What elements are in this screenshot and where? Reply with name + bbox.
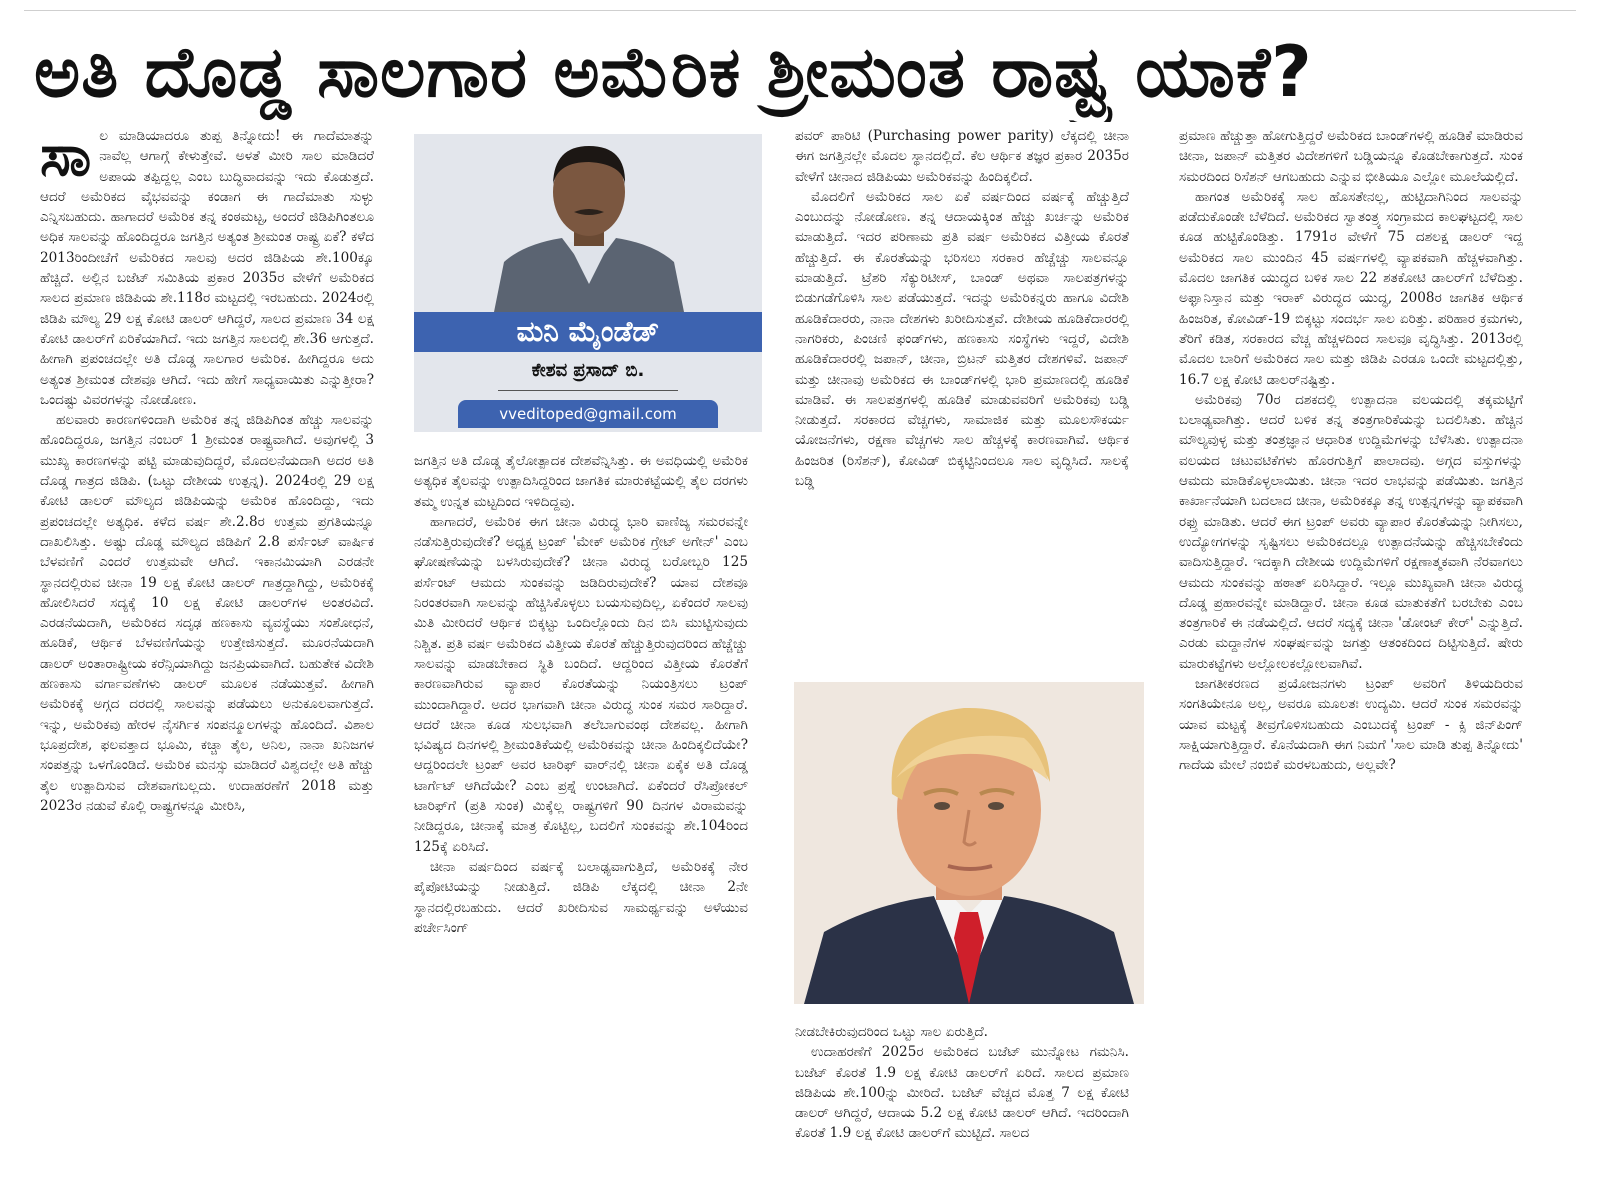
drop-cap: ಸಾ (40, 126, 92, 189)
paragraph: ಮೊದಲಿಗೆ ಅಮೆರಿಕದ ಸಾಲ ಏಕೆ ವರ್ಷದಿಂದ ವರ್ಷಕ್ಕೆ ಹೆಚ್ಚುತ್ತಿದೆ ಎಂಬುದನ್ನು ನೋಡೋಣ. ತನ್ನ ಆದಾಯಕ್ಕಿಂತ ಹೆಚ್ಚು ಖರ್ಚನ್ನು ಅಮೆರಿಕ ಮಾಡುತ್ತಿದೆ. ಇದರ ಪರಿಣಾಮ ಪ್ರತಿ ವರ್ಷ ಅಮೆರಿಕದ ವಿತ್ತೀಯ ಕೊರತೆ ಹೆಚ್ಚುತ್ತಿದೆ. ಈ ಕೊರತೆಯನ್ನು ಭರಿಸಲು ಸರಕಾರ ಹೆಚ್ಚೆಚ್ಚು ಸಾಲವನ್ನೂ ಮಾಡುತ್ತಿದೆ. ಟ್ರೆಶರಿ ಸೆಕ್ಯುರಿಟೀಸ್, ಬಾಂಡ್ ಅಥವಾ ಸಾಲಪತ್ರಗಳನ್ನು ಬಿಡುಗಡೆಗೊಳಿಸಿ ಸಾಲ ಪಡೆಯುತ್ತದೆ. ಇದನ್ನು ಅಮೆರಿಕನ್ನರು ಹಾಗೂ ವಿದೇಶಿ ಹೂಡಿಕೆದಾರರು, ನಾನಾ ದೇಶಗಳು ಖರೀದಿಸುತ್ತವೆ. ದೇಶೀಯ ಹೂಡಿಕೆದಾರರಲ್ಲಿ ನಾಗರಿಕರು, ಪಿಂಚಣಿ ಫಂಡ್‌ಗಳು, ಹಣಕಾಸು ಸಂಸ್ಥೆಗಳು ಇದ್ದರೆ, ವಿದೇಶಿ ಹೂಡಿಕೆದಾರರಲ್ಲಿ ಜಪಾನ್, ಚೀನಾ, ಬ್ರಿಟನ್ ಮತ್ತಿತರ ದೇಶಗಳಿವೆ. ಜಪಾನ್ ಮತ್ತು ಚೀನಾವು ಅಮೆರಿಕದ ಈ ಬಾಂಡ್‌ಗಳಲ್ಲಿ ಭಾರಿ ಪ್ರಮಾಣದಲ್ಲಿ ಹೂಡಿಕೆ ಮಾಡಿವೆ. ಈ ಸಾಲಪತ್ರಗಳಲ್ಲಿ ಹೂಡಿಕೆ ಮಾಡುವವರಿಗೆ ಅಮೆರಿಕವು ಬಡ್ಡಿ ನೀಡುತ್ತದೆ. ಸರಕಾರದ ವೆಚ್ಚಗಳು, ಸಾಮಾಜಿಕ ಮತ್ತು ಮೂಲಸೌಕರ್ಯ ಯೋಜನೆಗಳು, ರಕ್ಷಣಾ ವೆಚ್ಚಗಳು ಸಾಲ ಹೆಚ್ಚಳಕ್ಕೆ ಕಾರಣವಾಗಿವೆ. ಆರ್ಥಿಕ ಹಿಂಜರಿತ (ರಿಸೆಶನ್), ಕೋವಿಡ್ ಬಿಕ್ಕಟ್ಟಿನಿಂದಲೂ ಸಾಲ ವೃದ್ಧಿಸಿದೆ. ಸಾಲಕ್ಕೆ ಬಡ್ಡಿ (795, 188, 1129, 490)
author-email[interactable]: vveditoped@gmail.com (458, 400, 718, 428)
paragraph: ಜಗತ್ತಿನ ಅತಿ ದೊಡ್ಡ ತೈಲೋತ್ಪಾದಕ ದೇಶವೆನ್ನಿಸಿತ್ತು. ಈ ಅವಧಿಯಲ್ಲಿ ಅಮೆರಿಕ ಅತ್ಯಧಿಕ ತೈಲವನ್ನು ಉತ್ಪಾದಿಸಿದ್ದರಿಂದ ಜಾಗತಿಕ ಮಾರುಕಟ್ಟೆಯಲ್ಲಿ ತೈಲ ದರಗಳು ತಮ್ಮ ಉನ್ನತ ಮಟ್ಟದಿಂದ ಇಳಿದಿದ್ದವು. (414, 453, 748, 510)
author-photo (484, 134, 694, 312)
divider (498, 390, 678, 391)
headline: ಅತಿ ದೊಡ್ಡ ಸಾಲಗಾರ ಅಮೆರಿಕ ಶ್ರೀಮಂತ ರಾಷ್ಟ್ರ ಯಾಕೆ? (34, 31, 1313, 113)
article-column-3-continued (795, 1022, 1129, 1176)
paragraph: ಹಾಗಂತ ಅಮೆರಿಕಕ್ಕೆ ಸಾಲ ಹೊಸತೇನಲ್ಲ, ಹುಟ್ಟಿದಾಗಿನಿಂದ ಸಾಲವನ್ನು ಪಡೆದುಕೊಂಡೇ ಬೆಳೆದಿದೆ. ಅಮೆರಿಕದ ಸ್ವಾತಂತ್ರ್ಯ ಸಂಗ್ರಾಮದ ಕಾಲಘಟ್ಟದಲ್ಲಿ ಸಾಲ ಕೂಡ ಹುಟ್ಟಿಕೊಂಡಿತ್ತು. 1791ರ ವೇಳೆಗೆ 75 ದಶಲಕ್ಷ ಡಾಲರ್ ಇದ್ದ ಅಮೆರಿಕದ ಸಾಲ ಮುಂದಿನ 45 ವರ್ಷಗಳಲ್ಲಿ ವ್ಯಾಪಕವಾಗಿ ಹೆಚ್ಚಳವಾಗಿತ್ತು. ಮೊದಲ ಜಾಗತಿಕ ಯುದ್ಧದ ಬಳಿಕ ಸಾಲ 22 ಶತಕೋಟಿ ಡಾಲರ್‌ಗೆ ಬೆಳೆದಿತ್ತು. ಅಫ್ಘಾನಿಸ್ತಾನ ಮತ್ತು ಇರಾಕ್ ವಿರುದ್ಧದ ಯುದ್ಧ, 2008ರ ಜಾಗತಿಕ ಆರ್ಥಿಕ ಹಿಂಜರಿತ, ಕೋವಿಡ್-19 ಬಿಕ್ಕಟ್ಟು ಸಂದರ್ಭ ಸಾಲ ಏರಿತ್ತು. ಪರಿಹಾರ ಕ್ರಮಗಳು, ತೆರಿಗೆ ಕಡಿತ, ಸರಕಾರದ ವೆಚ್ಚ ಹೆಚ್ಚಳದಿಂದ ಸಾಲವೂ ವೃದ್ಧಿಸಿತ್ತು. 2013ರಲ್ಲಿ ಮೊದಲ ಬಾರಿಗೆ ಅಮೆರಿಕದ ಸಾಲ ಮತ್ತು ಜಿಡಿಪಿ ಎರಡೂ ಒಂದೇ ಮಟ್ಟದಲ್ಲಿತ್ತು, 16.7 ಲಕ್ಷ ಕೋಟಿ ಡಾಲರ್‌ನಷ್ಟಿತ್ತು. (1179, 188, 1523, 388)
paragraph: ಅಮೆರಿಕವು 70ರ ದಶಕದಲ್ಲಿ ಉತ್ಪಾದನಾ ವಲಯದಲ್ಲಿ ತಕ್ಕಮಟ್ಟಿಗೆ ಬಲಾಢ್ಯವಾಗಿತ್ತು. ಆದರೆ ಬಳಿಕ ತನ್ನ ತಂತ್ರಗಾರಿಕೆಯನ್ನು ಬದಲಿಸಿತು. ಹೆಚ್ಚಿನ ಮೌಲ್ಯವುಳ್ಳ ಮತ್ತು ತಂತ್ರಜ್ಞಾನ ಆಧಾರಿತ ಉದ್ದಿಮೆಗಳನ್ನು ಬೆಳೆಸಿತು. ಉತ್ಪಾದನಾ ವಲಯದ ಚಟುವಟಿಕೆಗಳು ಹೊರಗುತ್ತಿಗೆ ಪಾಲಾದವು. ಅಗ್ಗದ ವಸ್ತುಗಳನ್ನು ಆಮದು ಮಾಡಿಕೊಳ್ಳಲಾಯಿತು. ಚೀನಾ ಇದರ ಲಾಭವನ್ನು ಪಡೆಯಿತು. ಜಗತ್ತಿನ ಕಾರ್ಖಾನೆಯಾಗಿ ಬದಲಾದ ಚೀನಾ, ಅಮೆರಿಕಕ್ಕೂ ತನ್ನ ಉತ್ಪನ್ನಗಳನ್ನು ವ್ಯಾಪಕವಾಗಿ ರಫ್ತು ಮಾಡಿತು. ಆದರೆ ಈಗ ಟ್ರಂಪ್ ಅವರು ವ್ಯಾಪಾರ ಕೊರತೆಯನ್ನು ನೀಗಿಸಲು, ಉದ್ಯೋಗಗಳನ್ನು ಸೃಷ್ಟಿಸಲು ಅಮೆರಿಕದಲ್ಲೂ ಉತ್ಪಾದನೆಯನ್ನು ಹೆಚ್ಚಿಸಬೇಕೆಂದು ವಾದಿಸುತ್ತಿದ್ದಾರೆ. ಇದಕ್ಕಾಗಿ ದೇಶೀಯ ಉದ್ದಿಮೆಗಳಿಗೆ ರಕ್ಷಣಾತ್ಮಕವಾಗಿ ನೆರವಾಗಲು ಆಮದು ಸುಂಕವನ್ನು ಹಠಾತ್ ಏರಿಸಿದ್ದಾರೆ. ಇಲ್ಲೂ ಮುಖ್ಯವಾಗಿ ಚೀನಾ ವಿರುದ್ಧ ದೊಡ್ಡ ಪ್ರಹಾರವನ್ನೇ ಮಾಡಿದ್ದಾರೆ. ಚೀನಾ ಕೂಡ ಮಾತುಕತೆಗೆ ಬರಬೇಕು ಎಂಬ ತಂತ್ರಗಾರಿಕೆ ಈ ನಡೆಯಲ್ಲಿದೆ. ಆದರೆ ಸದ್ಯಕ್ಕೆ ಚೀನಾ 'ಡೋಂಟ್ ಕೇರ್' ಎನ್ನುತ್ತಿದೆ. ಎರಡು ಮದ್ದಾನೆಗಳ ಸಂಘರ್ಷವನ್ನು ಜಗತ್ತು ಆತಂಕದಿಂದ ದಿಟ್ಟಿಸುತ್ತಿದೆ. ಷೇರು ಮಾರುಕಟ್ಟೆಗಳು ಅಲ್ಲೋಲಕಲ್ಲೋಲವಾಗಿವೆ. (1179, 391, 1523, 672)
article-column-2 (414, 451, 748, 1176)
top-rule (24, 10, 1576, 11)
paragraph: ಚೀನಾ ವರ್ಷದಿಂದ ವರ್ಷಕ್ಕೆ ಬಲಾಢ್ಯವಾಗುತ್ತಿದೆ, ಅಮೆರಿಕಕ್ಕೆ ನೇರ ಪೈಪೋಟಿಯನ್ನು ನೀಡುತ್ತಿದೆ. ಜಿಡಿಪಿ ಲೆಕ್ಕದಲ್ಲಿ ಚೀನಾ 2ನೇ ಸ್ಥಾನದಲ್ಲಿರಬಹುದು. ಆದರೆ ಖರೀದಿಸುವ ಸಾಮರ್ಥ್ಯವನ್ನು ಅಳೆಯುವ ಪರ್ಚೇಸಿಂಗ್ (414, 858, 748, 936)
article-column-3 (795, 126, 1129, 671)
paragraph: ಜಾಗತೀಕರಣದ ಪ್ರಯೋಜನಗಳು ಟ್ರಂಪ್ ಅವರಿಗೆ ತಿಳಿಯದಿರುವ ಸಂಗತಿಯೇನೂ ಅಲ್ಲ, ಅವರೂ ಮೂಲತಃ ಉದ್ಯಮಿ. ಆದರೆ ಸುಂಕ ಸಮರವನ್ನು ಯಾವ ಮಟ್ಟಕ್ಕೆ ತೀವ್ರಗೊಳಿಸಬಹುದು ಎಂಬುದಕ್ಕೆ ಟ್ರಂಪ್ - ಕ್ಸಿ ಜಿನ್‌ಪಿಂಗ್ ಸಾಕ್ಷಿಯಾಗುತ್ತಿದ್ದಾರೆ. ಕೊನೆಯದಾಗಿ ಈಗ ನಿಮಗೆ 'ಸಾಲ ಮಾಡಿ ತುಪ್ಪ ತಿನ್ನೋದು' ಗಾದೆಯ ಮೇಲೆ ನಂಬಿಕೆ ಮರಳಬಹುದು, ಅಲ್ಲವೇ? (1179, 676, 1523, 774)
author-box (414, 134, 762, 432)
paragraph: ಉದಾಹರಣೆಗೆ 2025ರ ಅಮೆರಿಕದ ಬಜೆಟ್ ಮುನ್ನೋಟ ಗಮನಿಸಿ. ಬಜೆಟ್ ಕೊರತೆ 1.9 ಲಕ್ಷ ಕೋಟಿ ಡಾಲರ್‌ಗೆ ಏರಿದೆ. ಸಾಲದ ಪ್ರಮಾಣ ಜಿಡಿಪಿಯ ಶೇ.100ನ್ನು ಮೀರಿದೆ. ಬಜೆಟ್ ವೆಚ್ಚದ ಮೊತ್ತ 7 ಲಕ್ಷ ಕೋಟಿ ಡಾಲರ್ ಆಗಿದ್ದರೆ, ಆದಾಯ 5.2 ಲಕ್ಷ ಕೋಟಿ ಡಾಲರ್ ಆಗಿದೆ. ಇದರಿಂದಾಗಿ ಕೊರತೆ 1.9 ಲಕ್ಷ ಕೋಟಿ ಡಾಲರ್‌ಗೆ ಮುಟ್ಟಿದೆ. ಸಾಲದ (795, 1044, 1129, 1142)
article-column-1 (40, 126, 374, 1176)
trump-photo (794, 682, 1144, 1004)
paragraph: ಹಾಗಾದರೆ, ಅಮೆರಿಕ ಈಗ ಚೀನಾ ವಿರುದ್ಧ ಭಾರಿ ವಾಣಿಜ್ಯ ಸಮರವನ್ನೇ ನಡೆಸುತ್ತಿರುವುದೇಕೆ? ಅಧ್ಯಕ್ಷ ಟ್ರಂಪ್ 'ಮೇಕ್ ಅಮೆರಿಕ ಗ್ರೇಟ್ ಅಗೇನ್' ಎಂಬ ಘೋಷಣೆಯನ್ನು ಬಳಸಿರುವುದೇಕೆ? ಚೀನಾ ವಿರುದ್ಧ ಬರೋಬ್ಬರಿ 125 ಪರ್ಸೆಂಟ್ ಆಮದು ಸುಂಕವನ್ನು ಜಡಿದಿರುವುದೇಕೆ? ಯಾವ ದೇಶವೂ ನಿರಂತರವಾಗಿ ಸಾಲವನ್ನು ಹೆಚ್ಚಿಸಿಕೊಳ್ಳಲು ಬಯಸುವುದಿಲ್ಲ, ಏಕೆಂದರೆ ಸಾಲವು ಮಿತಿ ಮೀರಿದರೆ ಆರ್ಥಿಕ ಬಿಕ್ಕಟ್ಟು ಒಂದಿಲ್ಲೊಂದು ದಿನ ಬಿಸಿ ಮುಟ್ಟಿಸುವುದು ನಿಶ್ಚಿತ. ಪ್ರತಿ ವರ್ಷ ಅಮೆರಿಕದ ವಿತ್ತೀಯ ಕೊರತೆ ಹೆಚ್ಚುತ್ತಿರುವುದರಿಂದ ಹೆಚ್ಚೆಚ್ಚು ಸಾಲವನ್ನು ಮಾಡಬೇಕಾದ ಸ್ಥಿತಿ ಬಂದಿದೆ. ಆದ್ದರಿಂದ ವಿತ್ತೀಯ ಕೊರತೆಗೆ ಕಾರಣವಾಗಿರುವ ವ್ಯಾಪಾರ ಕೊರತೆಯನ್ನು ನಿಯಂತ್ರಿಸಲು ಟ್ರಂಪ್ ಮುಂದಾಗಿದ್ದಾರೆ. ಅದರ ಭಾಗವಾಗಿ ಚೀನಾ ವಿರುದ್ಧ ಸುಂಕ ಸಮರ ಸಾರಿದ್ದಾರೆ. ಆದರೆ ಚೀನಾ ಕೂಡ ಸುಲಭವಾಗಿ ತಲೆಬಾಗುವಂಥ ದೇಶವಲ್ಲ. ಹೀಗಾಗಿ ಭವಿಷ್ಯದ ದಿನಗಳಲ್ಲಿ ಶ್ರೀಮಂತಿಕೆಯಲ್ಲಿ ಅಮೆರಿಕವನ್ನು ಚೀನಾ ಹಿಂದಿಕ್ಕಲಿದೆಯೇ? ಆದ್ದರಿಂದಲೇ ಟ್ರಂಪ್ ಅವರ ಟಾರಿಫ್ ವಾರ್‌ನಲ್ಲಿ ಚೀನಾ ಏಕೈಕ ಅತಿ ದೊಡ್ಡ ಟಾರ್ಗೆಟ್ ಆಗಿದೆಯೇ? ಎಂಬ ಪ್ರಶ್ನೆ ಉಂಟಾಗಿದೆ. ಏಕೆಂದರೆ ರೆಸಿಪ್ರೋಕಲ್ ಟಾರಿಫ್‌ಗೆ (ಪ್ರತಿ ಸುಂಕ) ಮಿಕ್ಕೆಲ್ಲ ರಾಷ್ಟ್ರಗಳಿಗೆ 90 ದಿನಗಳ ವಿರಾಮವನ್ನು ನೀಡಿದ್ದರೂ, ಚೀನಾಕ್ಕೆ ಮಾತ್ರ ಕೊಟ್ಟಿಲ್ಲ, ಬದಲಿಗೆ ಸುಂಕವನ್ನು ಶೇ.104ರಿಂದ 125ಕ್ಕೆ ಏರಿಸಿದೆ. (414, 513, 748, 855)
portrait-illustration (794, 682, 1144, 1004)
paragraph: ಪ್ರಮಾಣ ಹೆಚ್ಚುತ್ತಾ ಹೋಗುತ್ತಿದ್ದರೆ ಅಮೆರಿಕದ ಬಾಂಡ್‌ಗಳಲ್ಲಿ ಹೂಡಿಕೆ ಮಾಡಿರುವ ಚೀನಾ, ಜಪಾನ್ ಮತ್ತಿತರ ವಿದೇಶಗಳಿಗೆ ಬಡ್ಡಿಯನ್ನೂ ಕೊಡಬೇಕಾಗುತ್ತದೆ. ಸುಂಕ ಸಮರದಿಂದ ರಿಸೆಶನ್ ಆಗಬಹುದು ಎನ್ನುವ ಭೀತಿಯೂ ಎಲ್ಲೋ ಮೂಲೆಯಲ್ಲಿದೆ. (1179, 128, 1523, 185)
paragraph: ಹಲವಾರು ಕಾರಣಗಳಿಂದಾಗಿ ಅಮೆರಿಕ ತನ್ನ ಜಿಡಿಪಿಗಿಂತ ಹೆಚ್ಚು ಸಾಲವನ್ನು ಹೊಂದಿದ್ದರೂ, ಜಗತ್ತಿನ ನಂಬರ್ 1 ಶ್ರೀಮಂತ ರಾಷ್ಟ್ರವಾಗಿದೆ. ಅವುಗಳಲ್ಲಿ 3 ಮುಖ್ಯ ಕಾರಣಗಳನ್ನು ಪಟ್ಟಿ ಮಾಡುವುದಿದ್ದರೆ, ಮೊದಲನೆಯದಾಗಿ ಅದರ ಅತಿ ದೊಡ್ಡ ಗಾತ್ರದ ಜಿಡಿಪಿ. (ಒಟ್ಟು ದೇಶೀಯ ಉತ್ಪನ್ನ). 2024ರಲ್ಲಿ 29 ಲಕ್ಷ ಕೋಟಿ ಡಾಲರ್ ಮೌಲ್ಯದ ಜಿಡಿಪಿಯನ್ನು ಅಮೆರಿಕ ಹೊಂದಿದ್ದು, ಇದು ಪ್ರಪಂಚದಲ್ಲೇ ಅತ್ಯಧಿಕ. ಕಳೆದ ವರ್ಷ ಶೇ.2.8ರ ಉತ್ತಮ ಪ್ರಗತಿಯನ್ನೂ ದಾಖಲಿಸಿತ್ತು. ಅಷ್ಟು ದೊಡ್ಡ ಮೌಲ್ಯದ ಜಿಡಿಪಿಗೆ 2.8 ಪರ್ಸೆಂಟ್ ವಾರ್ಷಿಕ ಬೆಳವಣಿಗೆ ಎಂದರೆ ಉತ್ತಮವೇ ಆಗಿದೆ. ಇಕಾನಮಿಯಾಗಿ ಎರಡನೇ ಸ್ಥಾನದಲ್ಲಿರುವ ಚೀನಾ 19 ಲಕ್ಷ ಕೋಟಿ ಡಾಲರ್ ಗಾತ್ರದ್ದಾಗಿದ್ದು, ಅಮೆರಿಕಕ್ಕೆ ಹೋಲಿಸಿದರೆ ಸದ್ಯಕ್ಕೆ 10 ಲಕ್ಷ ಕೋಟಿ ಡಾಲರ್‌ಗಳ ಅಂತರವಿದೆ. ಎರಡನೆಯದಾಗಿ, ಅಮೆರಿಕದ ಸದೃಢ ಹಣಕಾಸು ವ್ಯವಸ್ಥೆಯು ಸಂಶೋಧನೆ, ಹೂಡಿಕೆ, ಆರ್ಥಿಕ ಬೆಳವಣಿಗೆಯನ್ನು ಉತ್ತೇಜಿಸುತ್ತದೆ. ಮೂರನೆಯದಾಗಿ ಡಾಲರ್ ಅಂತಾರಾಷ್ಟ್ರೀಯ ಕರೆನ್ಸಿಯಾಗಿದ್ದು ಜನಪ್ರಿಯವಾಗಿದೆ. ಬಹುತೇಕ ವಿದೇಶಿ ಹಣಕಾಸು ವರ್ಗಾವಣೆಗಳು ಡಾಲರ್ ಮೂಲಕ ನಡೆಯುತ್ತವೆ. ಹೀಗಾಗಿ ಅಮೆರಿಕಕ್ಕೆ ಅಗ್ಗದ ದರದಲ್ಲಿ ಸಾಲವನ್ನು ಪಡೆಯಲು ಅನುಕೂಲವಾಗುತ್ತದೆ. ಇನ್ನು, ಅಮೆರಿಕವು ಹೇರಳ ನೈಸರ್ಗಿಕ ಸಂಪನ್ಮೂಲಗಳನ್ನು ಹೊಂದಿದೆ. ವಿಶಾಲ ಭೂಪ್ರದೇಶ, ಫಲವತ್ತಾದ ಭೂಮಿ, ಕಚ್ಚಾ ತೈಲ, ಅನಿಲ, ನಾನಾ ಖನಿಜಗಳ ಸಂಪತ್ತನ್ನು ಒಳಗೊಂಡಿದೆ. ಅಮೆರಿಕ ಮನಸ್ಸು ಮಾಡಿದರೆ ವಿಶ್ವದಲ್ಲೇ ಅತಿ ಹೆಚ್ಚು ತೈಲ ಉತ್ಪಾದಿಸುವ ದೇಶವಾಗಬಲ್ಲದು. ಉದಾಹರಣೆಗೆ 2018 ಮತ್ತು 2023ರ ನಡುವೆ ಕೊಲ್ಲಿ ರಾಷ್ಟ್ರಗಳನ್ನೂ ಮೀರಿಸಿ, (40, 412, 374, 814)
author-name: ಕೇಶವ ಪ್ರಸಾದ್ ಬಿ. (531, 360, 645, 381)
paragraph: ನೀಡಬೇಕಿರುವುದರಿಂದ ಒಟ್ಟು ಸಾಲ ಏರುತ್ತಿದೆ. (795, 1024, 988, 1040)
article-column-4 (1179, 126, 1523, 1176)
paragraph: ಪವರ್ ಪಾರಿಟಿ (Purchasing power parity) ಲೆಕ್ಕದಲ್ಲಿ ಚೀನಾ ಈಗ ಜಗತ್ತಿನಲ್ಲೇ ಮೊದಲ ಸ್ಥಾನದಲ್ಲಿದೆ. ಕೆಲ ಆರ್ಥಿಕ ತಜ್ಞರ ಪ್ರಕಾರ 2035ರ ವೇಳೆಗೆ ಚೀನಾದ ಜಿಡಿಪಿಯು ಅಮೆರಿಕವನ್ನು ಹಿಂದಿಕ್ಕಲಿದೆ. (795, 128, 1129, 185)
column-name: ಮನಿ ಮೈಂಡೆಡ್ (414, 312, 762, 352)
paragraph: ಲ ಮಾಡಿಯಾದರೂ ತುಪ್ಪ ತಿನ್ನೋದು! ಈ ಗಾದೆಮಾತನ್ನು ನಾವೆಲ್ಲ ಆಗಾಗ್ಗೆ ಕೇಳುತ್ತೇವೆ. ಅಳತೆ ಮೀರಿ ಸಾಲ ಮಾಡಿದರೆ ಅಪಾಯ ತಪ್ಪಿದ್ದಲ್ಲ ಎಂಬ ಬುದ್ಧಿವಾದವನ್ನು ಇದು ಕೊಡುತ್ತದೆ. ಆದರೆ ಅಮೆರಿಕದ ವೈಭವವನ್ನು ಕಂಡಾಗ ಈ ಗಾದೆಮಾತು ಸುಳ್ಳು ಎನ್ನಿಸಬಹುದು. ಹಾಗಾದರೆ ಅಮೆರಿಕ ತನ್ನ ಕಂಠಮಟ್ಟ, ಅಂದರೆ ಜಿಡಿಪಿಗಿಂತಲೂ ಅಧಿಕ ಸಾಲವನ್ನು ಹೊಂದಿದ್ದರೂ ಜಗತ್ತಿನ ಅತ್ಯಂತ ಶ್ರೀಮಂತ ರಾಷ್ಟ್ರ ಏಕೆ? ಕಳೆದ 2013ರಿಂದೀಚೆಗೆ ಅಮೆರಿಕದ ಸಾಲವು ಅದರ ಜಿಡಿಪಿಯ ಶೇ.100ಕ್ಕೂ ಹೆಚ್ಚಿದೆ. ಅಲ್ಲಿನ ಬಜೆಟ್ ಸಮಿತಿಯ ಪ್ರಕಾರ 2035ರ ವೇಳೆಗೆ ಅಮೆರಿಕದ ಸಾಲದ ಪ್ರಮಾಣ ಜಿಡಿಪಿಯ ಶೇ.118ರ ಮಟ್ಟದಲ್ಲಿ ಇರಬಹುದು. 2024ರಲ್ಲಿ ಜಿಡಿಪಿ ಮೌಲ್ಯ 29 ಲಕ್ಷ ಕೋಟಿ ಡಾಲರ್ ಆಗಿದ್ದರೆ, ಸಾಲದ ಪ್ರಮಾಣ 34 ಲಕ್ಷ ಕೋಟಿ ಡಾಲರ್‌ಗೆ ಏರಿಕೆಯಾಗಿದೆ. ಇದು ಜಗತ್ತಿನ ಸಾಲದಲ್ಲಿ ಶೇ.36 ಆಗುತ್ತದೆ. ಹೀಗಾಗಿ ಪ್ರಪಂಚದಲ್ಲೇ ಅತಿ ದೊಡ್ಡ ಸಾಲಗಾರ ಅಮೆರಿಕ. ಹೀಗಿದ್ದರೂ ಅದು ಅತ್ಯಂತ ಶ್ರೀಮಂತ ದೇಶವೂ ಆಗಿದೆ. ಇದು ಹೇಗೆ ಸಾಧ್ಯವಾಯಿತು ಎನ್ನುತ್ತೀರಾ? ಒಂದಷ್ಟು ವಿವರಗಳನ್ನು ನೋಡೋಣ. (40, 128, 374, 408)
